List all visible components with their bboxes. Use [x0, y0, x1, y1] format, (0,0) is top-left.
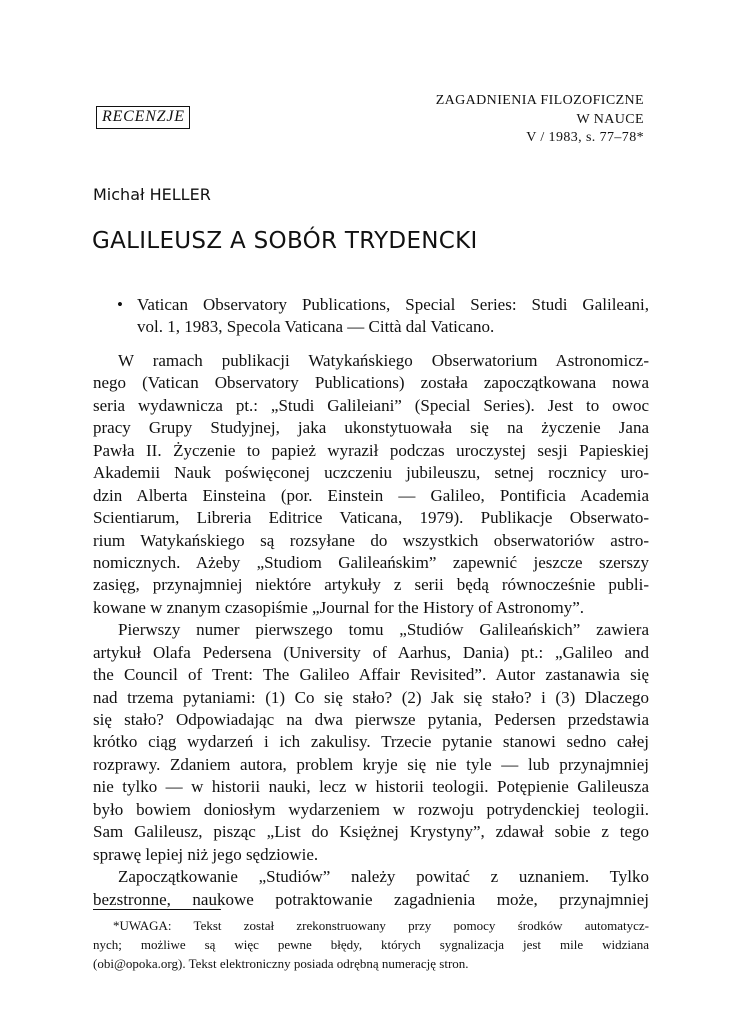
- journal-info: [436, 92, 644, 148]
- body-line: nie tylko — w historii nauki, lecz w historii teologii. Potępienie Galileusza: [93, 777, 649, 797]
- journal-name-line-2: W NAUCE: [576, 111, 644, 127]
- footnote-line: *UWAGA: Tekst został zrekonstruowany przy pomocy środków automatycz-: [113, 918, 649, 933]
- article-body: [93, 350, 649, 911]
- article-author: Michał HELLER: [93, 185, 211, 204]
- body-line: nomicznych. Ażeby „Studiom Galileańskim” zapewnić jeszcze szerszy: [93, 552, 649, 572]
- journal-volume-pages: V / 1983, s. 77–78*: [526, 130, 644, 145]
- body-line: rozprawy. Zdaniem autora, problem kryje się nie tyle — lub przynajmniej: [93, 754, 649, 774]
- bullet-icon: •: [117, 295, 123, 314]
- body-line: pracy Grupy Studyjnej, jaka ukonstytuowała się na życzenie Jana: [93, 418, 649, 438]
- section-label: RECENZJE: [102, 108, 185, 125]
- body-line: Pawła II. Życzenie to papież wyraził podczas uroczystej sesji Papieskiej: [93, 440, 649, 460]
- section-label-box: [96, 106, 190, 129]
- body-line: zasięg, przynajmniej niektóre artykuły z serii będą równocześnie publi-: [93, 575, 649, 595]
- body-line: krótko ciąg wydarzeń i ich zakulisy. Trzecie pytanie stanowi sedno całej: [93, 732, 649, 752]
- body-line: W ramach publikacji Watykańskiego Obserwatorium Astronomicz-: [118, 351, 649, 370]
- reference-line: vol. 1, 1983, Specola Vaticana — Città dal Vaticano.: [137, 317, 495, 337]
- footnote: [93, 916, 649, 973]
- article-title: GALILEUSZ A SOBÓR TRYDENCKI: [92, 228, 478, 254]
- body-line: the Council of Trent: The Galileo Affair Revisited”. Autor zastanawia się: [93, 665, 649, 685]
- body-line: kowane w znanym czasopiśmie „Journal for the History of Astronomy”.: [93, 597, 584, 617]
- body-line: dzin Alberta Einsteina (por. Einstein — Galileo, Pontificia Academia: [93, 485, 649, 505]
- body-line: nad trzema pytaniami: (1) Co się stało? (2) Jak się stało? i (3) Dlaczego: [93, 687, 649, 707]
- body-line: bezstronne, naukowe potraktowanie zagadnienia może, przynajmniej: [93, 889, 649, 909]
- reference-line: Vatican Observatory Publications, Special Series: Studi Galileani,: [137, 295, 649, 314]
- body-line: rium Watykańskiego są rozsyłane do wszystkich obserwatoriów astro-: [93, 530, 649, 550]
- body-line: Zapoczątkowanie „Studiów” należy powitać z uznaniem. Tylko: [118, 867, 649, 887]
- body-line: Akademii Nauk poświęconej uczczeniu jubileuszu, setnej rocznicy uro-: [93, 463, 649, 483]
- body-line: Pierwszy numer pierwszego tomu „Studiów Galileańskich” zawiera: [118, 620, 649, 640]
- footnote-line: (obi@opoka.org). Tekst elektroniczny posiada odrębną numerację stron.: [93, 956, 469, 971]
- body-line: Sam Galileusz, pisząc „List do Księżnej Krystyny”, zdawał sobie z tego: [93, 822, 649, 842]
- body-line: nego (Vatican Observatory Publications) została zapoczątkowana nowa: [93, 373, 649, 393]
- journal-name-line-1: ZAGADNIENIA FILOZOFICZNE: [435, 93, 644, 108]
- body-line: Scientiarum, Libreria Editrice Vaticana, 1979). Publikacje Obserwato-: [93, 508, 649, 528]
- body-line: się stało? Odpowiadając na dwa pierwsze pytania, Pedersen przedstawia: [93, 710, 649, 729]
- footnote-divider: [93, 909, 221, 910]
- body-line: seria wydawnicza pt.: „Studi Galileiani” (Special Series). Jest to owoc: [93, 395, 649, 415]
- body-line: sprawę lepiej niż jego sędziowie.: [93, 844, 319, 864]
- footnote-line: nych; możliwe są więc pewne błędy, których sygnalizacja jest mile widziana: [93, 937, 649, 952]
- body-line: było bowiem doniosłym wydarzeniem w rozwoju potrydenckiej teologii.: [93, 799, 649, 819]
- body-line: artykuł Olafa Pedersena (University of Aarhus, Dania) pt.: „Galileo and: [93, 642, 649, 662]
